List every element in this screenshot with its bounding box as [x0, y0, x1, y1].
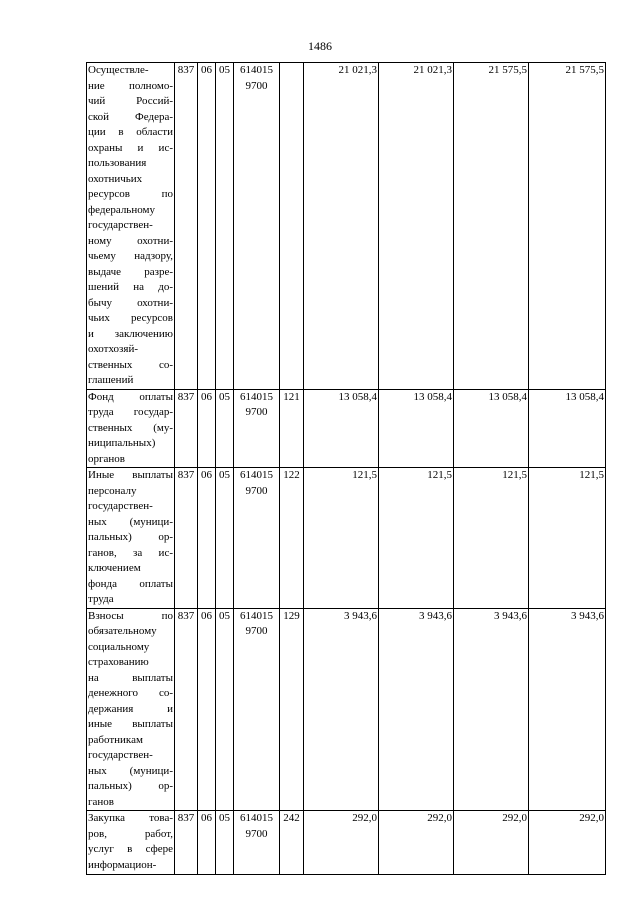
table-row: [87, 608, 606, 811]
row-name-line: глашений: [88, 374, 134, 386]
row-name-line: органов: [88, 452, 125, 465]
row-name-line: чий Россий-: [88, 95, 173, 107]
amount-cell-2: 292,0: [379, 811, 454, 875]
amount-cell-3: 292,0: [454, 811, 529, 875]
row-name-line: ресурсов по: [88, 188, 173, 200]
ministry-code-cell: 837: [175, 63, 198, 390]
row-name-line: услуг в сфере: [88, 843, 173, 855]
target-article-line: 9700: [245, 406, 268, 418]
row-name-line: охотхозяй-: [88, 343, 139, 355]
row-name-line: пальных) ор-: [88, 780, 173, 792]
row-name-line: ской Федера-: [88, 110, 173, 123]
row-name-line: охотничьих: [88, 172, 143, 185]
row-name-line: денежного со-: [88, 687, 173, 699]
row-name-cell: [87, 389, 175, 468]
row-name-line: Иные выплаты: [88, 469, 173, 481]
target-article-cell: [234, 468, 280, 609]
amount-cell-2: 13 058,4: [379, 389, 454, 468]
row-name-line: держания и: [88, 702, 173, 715]
expense-type-cell: 121: [280, 389, 304, 468]
section-code-cell: 06: [198, 608, 216, 811]
row-name-line: ственных со-: [88, 358, 173, 371]
target-article-line: 9700: [245, 827, 268, 840]
expense-type-cell: [280, 63, 304, 390]
row-name-line: государствен-: [88, 219, 153, 231]
expense-type-cell: 129: [280, 608, 304, 811]
table-row: [87, 468, 606, 609]
subsection-code-cell: 05: [216, 608, 234, 811]
row-name-line: пальных) ор-: [88, 531, 173, 543]
expense-type-cell: 242: [280, 811, 304, 875]
row-name-line: государствен-: [88, 749, 153, 761]
amount-cell-1: 3 943,6: [304, 608, 379, 811]
row-name-line: федеральному: [88, 203, 155, 216]
row-name-line: Взносы по: [88, 609, 173, 622]
row-name-line: Закупка това-: [88, 812, 173, 824]
budget-table: [86, 62, 606, 875]
row-name-cell: [87, 468, 175, 609]
amount-cell-3: 21 575,5: [454, 63, 529, 390]
row-name-line: государствен-: [88, 500, 153, 512]
target-article-line: 614015: [240, 609, 273, 622]
row-name-line: ниципальных): [88, 437, 156, 449]
table-row: [87, 63, 606, 390]
amount-cell-4: 3 943,6: [529, 608, 606, 811]
row-name-line: выдаче разре-: [88, 265, 173, 278]
row-name-line: труда: [88, 593, 114, 605]
subsection-code-cell: 05: [216, 63, 234, 390]
section-code-cell: 06: [198, 389, 216, 468]
row-name-line: пользования: [88, 157, 147, 169]
subsection-code-cell: 05: [216, 468, 234, 609]
row-name-line: ганов, за ис-: [88, 546, 173, 559]
target-article-line: 9700: [245, 79, 268, 92]
page-number: 1486: [308, 39, 332, 53]
row-name-line: Фонд оплаты: [88, 390, 173, 403]
row-name-line: работникам: [88, 733, 143, 746]
target-article-cell: [234, 389, 280, 468]
ministry-code-cell: 837: [175, 608, 198, 811]
table-row: [87, 389, 606, 468]
amount-cell-2: 3 943,6: [379, 608, 454, 811]
amount-cell-3: 13 058,4: [454, 389, 529, 468]
row-name-cell: [87, 811, 175, 875]
amount-cell-4: 13 058,4: [529, 389, 606, 468]
row-name-line: Осуществле-: [88, 64, 149, 76]
amount-cell-2: 21 021,3: [379, 63, 454, 390]
target-article-cell: [234, 63, 280, 390]
row-name-line: труда государ-: [88, 406, 173, 418]
row-name-line: страхованию: [88, 656, 149, 668]
row-name-line: ственных (му-: [88, 421, 173, 434]
row-name-line: иные выплаты: [88, 718, 173, 730]
row-name-line: фонда оплаты: [88, 577, 173, 590]
row-name-line: чьему надзору,: [88, 250, 173, 262]
section-code-cell: 06: [198, 468, 216, 609]
subsection-code-cell: 05: [216, 389, 234, 468]
amount-cell-1: 21 021,3: [304, 63, 379, 390]
row-name-line: на выплаты: [88, 671, 173, 684]
table-body: [87, 63, 606, 875]
ministry-code-cell: 837: [175, 389, 198, 468]
row-name-line: и заключению: [88, 327, 173, 340]
row-name-line: обязательному: [88, 625, 157, 637]
ministry-code-cell: 837: [175, 811, 198, 875]
row-name-line: ции в области: [88, 126, 173, 138]
row-name-line: ние полномо-: [88, 79, 173, 92]
target-article-line: 9700: [245, 625, 268, 637]
amount-cell-2: 121,5: [379, 468, 454, 609]
section-code-cell: 06: [198, 63, 216, 390]
section-code-cell: 06: [198, 811, 216, 875]
target-article-line: 9700: [245, 484, 268, 497]
row-name-line: ров, работ,: [88, 827, 173, 840]
row-name-cell: [87, 608, 175, 811]
row-name-line: шений на до-: [88, 281, 173, 293]
amount-cell-1: 121,5: [304, 468, 379, 609]
subsection-code-cell: 05: [216, 811, 234, 875]
amount-cell-3: 121,5: [454, 468, 529, 609]
row-name-line: социальному: [88, 640, 150, 653]
row-name-line: ганов: [88, 795, 114, 808]
amount-cell-4: 121,5: [529, 468, 606, 609]
target-article-line: 614015: [240, 812, 273, 824]
target-article-line: 614015: [240, 64, 273, 76]
target-article-cell: [234, 811, 280, 875]
target-article-cell: [234, 608, 280, 811]
table-row: [87, 811, 606, 875]
row-name-line: ных (муници-: [88, 764, 173, 777]
row-name-line: ключением: [88, 562, 141, 574]
ministry-code-cell: 837: [175, 468, 198, 609]
row-name-cell: [87, 63, 175, 390]
row-name-line: персоналу: [88, 484, 137, 497]
row-name-line: бычу охотни-: [88, 296, 173, 309]
target-article-line: 614015: [240, 390, 273, 403]
amount-cell-3: 3 943,6: [454, 608, 529, 811]
expense-type-cell: 122: [280, 468, 304, 609]
target-article-line: 614015: [240, 469, 273, 481]
amount-cell-1: 292,0: [304, 811, 379, 875]
amount-cell-1: 13 058,4: [304, 389, 379, 468]
row-name-line: информацион-: [88, 858, 157, 871]
amount-cell-4: 21 575,5: [529, 63, 606, 390]
row-name-line: чьих ресурсов: [88, 312, 173, 324]
amount-cell-4: 292,0: [529, 811, 606, 875]
row-name-line: ному охотни-: [88, 234, 173, 247]
row-name-line: ных (муници-: [88, 515, 173, 528]
row-name-line: охраны и ис-: [88, 141, 173, 154]
